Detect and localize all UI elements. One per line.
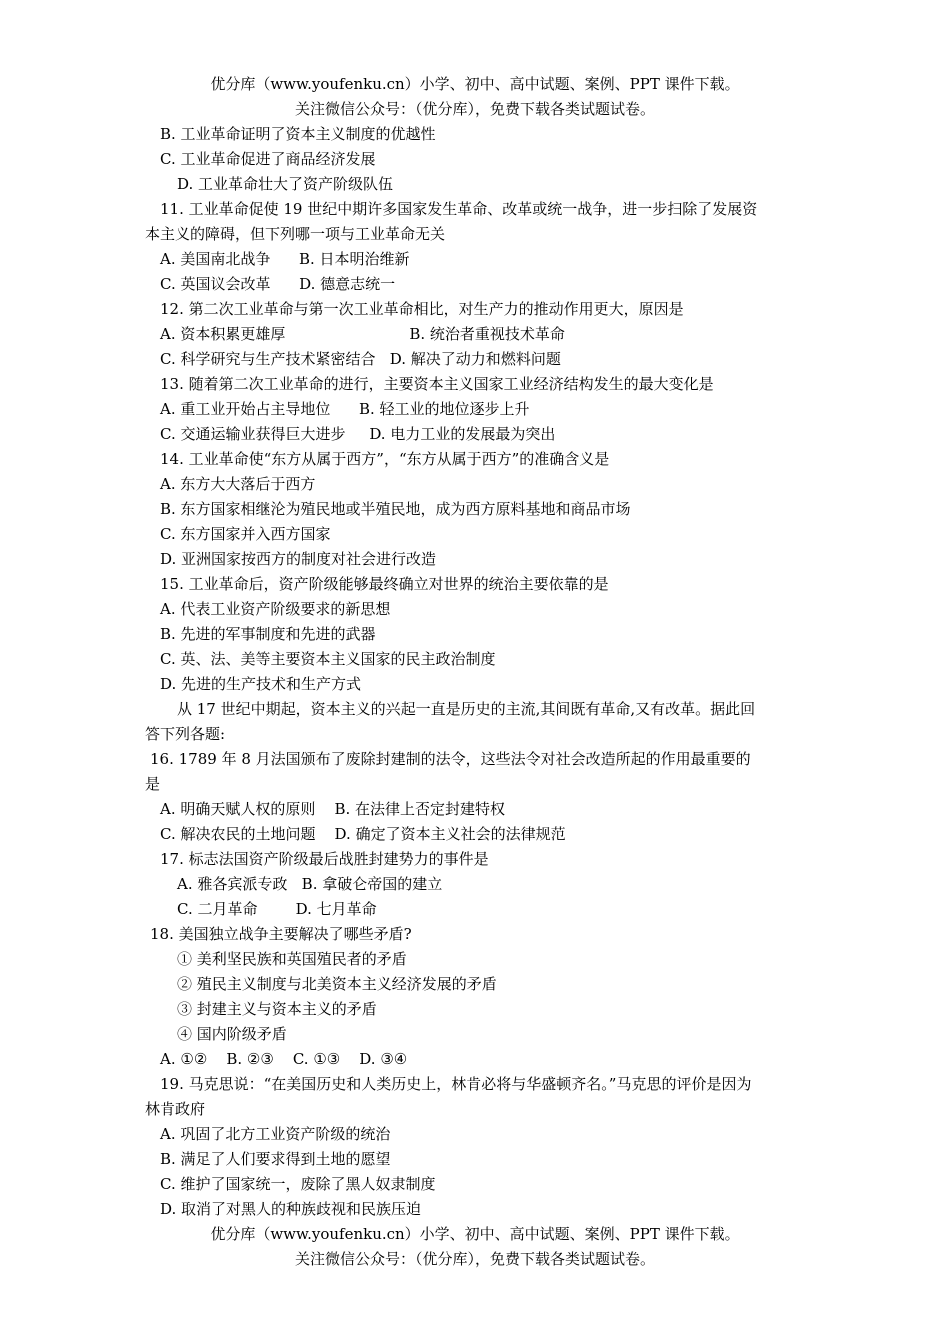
text-line: 是 — [145, 775, 161, 793]
text-line: ③ 封建主义与资本主义的矛盾 — [177, 1000, 377, 1018]
text-line: ④ 国内阶级矛盾 — [177, 1025, 287, 1043]
text-line: D. 工业革命壮大了资产阶级队伍 — [177, 175, 394, 193]
text-line: A. 重工业开始占主导地位 B. 轻工业的地位逐步上升 — [160, 400, 530, 418]
passage-intro: 从 17 世纪中期起，资本主义的兴起一直是历史的主流,其间既有革命,又有改革。据此回 — [177, 700, 756, 718]
question-14: 14. 工业革命使“东方从属于西方”，“东方从属于西方”的准确含义是 — [160, 450, 610, 468]
question-13: 13. 随着第二次工业革命的进行，主要资本主义国家工业经济结构发生的最大变化是 — [160, 375, 714, 393]
text-line: 本主义的障碍，但下列哪一项与工业革命无关 — [145, 225, 446, 243]
text-line: C. 东方国家并入西方国家 — [160, 525, 331, 543]
text-line: A. 巩固了北方工业资产阶级的统治 — [160, 1125, 391, 1143]
text-line: A. 雅各宾派专政 B. 拿破仑帝国的建立 — [177, 875, 443, 893]
question-18: 18. 美国独立战争主要解决了哪些矛盾? — [150, 925, 412, 943]
text-line: C. 二月革命 D. 七月革命 — [177, 900, 377, 918]
text-line: 林肯政府 — [145, 1100, 206, 1118]
question-19: 19. 马克思说：“在美国历史和人类历史上，林肯必将与华盛顿齐名。”马克思的评价是因为 — [160, 1075, 752, 1093]
text-line: ① 美利坚民族和英国殖民者的矛盾 — [177, 950, 407, 968]
text-line: C. 工业革命促进了商品经济发展 — [160, 150, 376, 168]
header-line-2: 关注微信公众号：（优分库），免费下载各类试题试卷。 — [294, 100, 655, 118]
text-line: A. 美国南北战争 B. 日本明治维新 — [160, 250, 410, 268]
question-12: 12. 第二次工业革命与第一次工业革命相比，对生产力的推动作用更大，原因是 — [160, 300, 684, 318]
text-line: C. 维护了国家统一，废除了黑人奴隶制度 — [160, 1175, 436, 1193]
text-line: A. 资本积累更雄厚 B. 统治者重视技术革命 — [160, 325, 565, 343]
text-line: B. 工业革命证明了资本主义制度的优越性 — [160, 125, 436, 143]
text-line: A. ①② B. ②③ C. ①③ D. ③④ — [160, 1050, 408, 1068]
text-line: C. 解决农民的土地问题 D. 确定了资本主义社会的法律规范 — [160, 825, 566, 843]
text-line: B. 先进的军事制度和先进的武器 — [160, 625, 376, 643]
text-line: D. 取消了对黑人的种族歧视和民族压迫 — [160, 1200, 422, 1218]
text-line: A. 东方大大落后于西方 — [160, 475, 316, 493]
question-11: 11. 工业革命促使 19 世纪中期许多国家发生革命、改革或统一战争，进一步扫除了发展资 — [160, 200, 758, 218]
text-line: A. 明确天赋人权的原则 B. 在法律上否定封建特权 — [160, 800, 506, 818]
text-line: D. 先进的生产技术和生产方式 — [160, 675, 362, 693]
question-17: 17. 标志法国资产阶级最后战胜封建势力的事件是 — [160, 850, 489, 868]
text-line: C. 英国议会改革 D. 德意志统一 — [160, 275, 396, 293]
text-line: B. 满足了人们要求得到土地的愿望 — [160, 1150, 391, 1168]
text-line: D. 亚洲国家按西方的制度对社会进行改造 — [160, 550, 437, 568]
header-line-1: 优分库（www.youfenku.cn）小学、初中、高中试题、案例、PPT 课件下载。 — [210, 75, 740, 93]
text-line: C. 交通运输业获得巨大进步 D. 电力工业的发展最为突出 — [160, 425, 556, 443]
text-line: ② 殖民主义制度与北美资本主义经济发展的矛盾 — [177, 975, 497, 993]
footer-line-1: 优分库（www.youfenku.cn）小学、初中、高中试题、案例、PPT 课件下载。 — [210, 1225, 740, 1243]
question-15: 15. 工业革命后，资产阶级能够最终确立对世界的统治主要依靠的是 — [160, 575, 609, 593]
text-line: C. 英、法、美等主要资本主义国家的民主政治制度 — [160, 650, 496, 668]
text-line: 答下列各题: — [145, 725, 226, 743]
text-line: C. 科学研究与生产技术紧密结合 D. 解决了动力和燃料问题 — [160, 350, 561, 368]
question-16: 16. 1789 年 8 月法国颁布了废除封建制的法令，这些法令对社会改造所起的作用最重要的 — [150, 750, 751, 768]
text-line: A. 代表工业资产阶级要求的新思想 — [160, 600, 391, 618]
footer-line-2: 关注微信公众号：（优分库），免费下载各类试题试卷。 — [294, 1250, 655, 1268]
text-line: B. 东方国家相继沦为殖民地或半殖民地，成为西方原料基地和商品市场 — [160, 500, 631, 518]
